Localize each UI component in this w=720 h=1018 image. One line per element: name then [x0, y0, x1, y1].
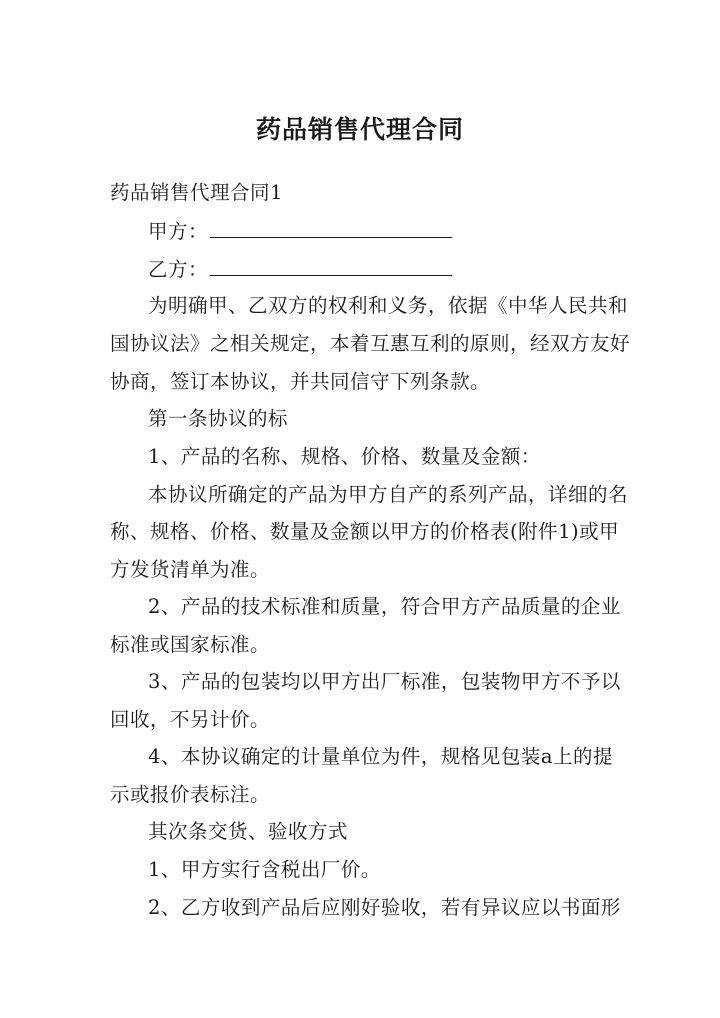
party-b-row: [148, 256, 648, 284]
paragraph-line: 1、产品的名称、规格、价格、数量及金额：: [148, 445, 541, 468]
party-b-label: 乙方：: [148, 258, 209, 281]
paragraph-line: 本协议所确定的产品为甲方自产的系列产品，详细的名: [148, 483, 629, 506]
section-heading: 其次条交货、验收方式: [148, 820, 349, 843]
paragraph-line: 2、产品的技术标准和质量，符合甲方产品质量的企业: [148, 595, 621, 618]
document-title: 药品销售代理合同: [255, 115, 464, 144]
section-heading: 第一条协议的标: [148, 407, 289, 430]
paragraph-line: 示或报价表标注。: [110, 783, 271, 806]
paragraph-line: 回收，不另计价。: [110, 708, 271, 731]
paragraph-line: 1、甲方实行含税出厂价。: [148, 858, 381, 881]
party-a-row: [148, 218, 648, 246]
paragraph-line: 方发货清单为准。: [110, 558, 271, 581]
contract-subtitle: 药品销售代理合同1: [110, 181, 283, 204]
paragraph-line: 3、产品的包装均以甲方出厂标准，包装物甲方不予以: [148, 670, 621, 693]
paragraph-line: 协商，签订本协议，并共同信守下列条款。: [110, 370, 491, 393]
paragraph-line: 标准或国家标准。: [110, 633, 271, 656]
paragraph-line: 称、规格、价格、数量及金额以甲方的价格表(附件1)或甲: [110, 520, 620, 543]
paragraph-line: 国协议法》之相关规定，本着互惠互利的原则，经双方友好: [110, 332, 631, 355]
paragraph-line: 4、本协议确定的计量单位为件，规格见包装a上的提: [148, 745, 614, 768]
paragraph-line: 为明确甲、乙双方的权利和义务，依据《中华人民共和: [148, 294, 629, 317]
party-b-blank-line: [210, 257, 452, 276]
paragraph-line: 2、乙方收到产品后应刚好验收，若有异议应以书面形: [148, 896, 621, 919]
party-a-blank-line: [210, 219, 452, 238]
party-a-label: 甲方：: [148, 220, 209, 243]
